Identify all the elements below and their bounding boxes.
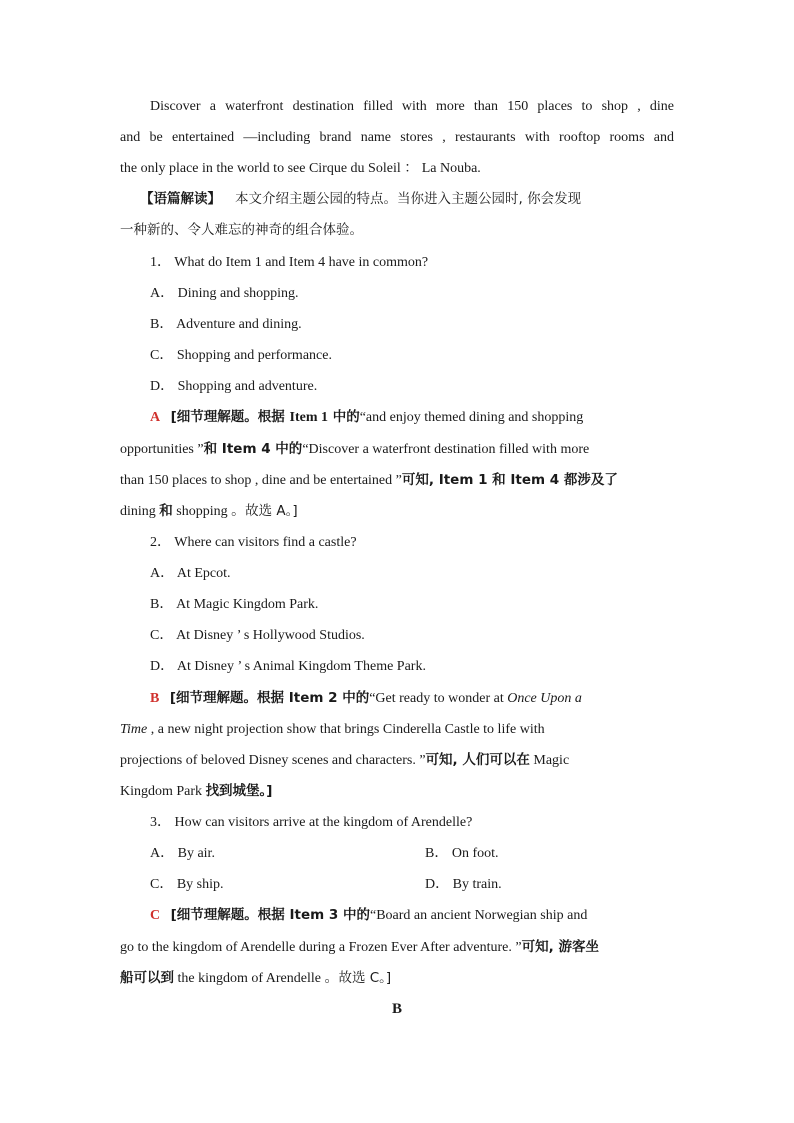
q3-options-row-2 bbox=[150, 869, 674, 900]
q3-explanation-line-3 bbox=[120, 963, 674, 994]
q3-explanation-line-2 bbox=[120, 932, 674, 963]
q2-option-d: D． At Disney ’ s Animal Kingdom Theme Park. bbox=[150, 659, 426, 674]
analysis-line-2 bbox=[120, 215, 674, 246]
q2-option-c: C． At Disney ’ s Hollywood Studios. bbox=[150, 628, 365, 643]
q2-exp-italic: Time bbox=[120, 722, 148, 737]
q2-stem: 2． Where can visitors find a castle? bbox=[150, 535, 357, 550]
q3-exp-text: [细节理解题。根据 Item 3 中的 bbox=[170, 907, 370, 923]
q1-exp-text: 可知, Item 1 和 Item 4 都涉及了 bbox=[401, 472, 618, 488]
q3-exp-text: 故选 C。] bbox=[338, 970, 392, 986]
q2-exp-text: 可知, 人们可以在 bbox=[425, 752, 530, 768]
analysis-text-2: 一种新的、令人难忘的神奇的组合体验。 bbox=[120, 222, 363, 238]
q1-exp-text: 和 Item 4 中的 bbox=[203, 441, 303, 457]
q2-exp-quote: “Get ready to wonder at bbox=[369, 691, 508, 706]
q2-explanation-line-3 bbox=[120, 745, 674, 776]
q1-option-d: D． Shopping and adventure. bbox=[150, 379, 318, 394]
q2-exp-italic: Once Upon a bbox=[507, 691, 582, 706]
q2-exp-text: [细节理解题。根据 Item 2 中的 bbox=[169, 690, 370, 706]
passage-line-1: Discover a waterfront destination filled with more than 150 places to shop , dine bbox=[150, 99, 674, 114]
q1-explanation-line-2 bbox=[120, 434, 674, 465]
q1-exp-quote: opportunities ” bbox=[120, 442, 204, 457]
q1-exp-text: 中的 bbox=[328, 409, 360, 425]
q2-exp-quote: , a new night projection show that brings Cinderella Castle to life with bbox=[147, 722, 545, 737]
q1-option-a: A． Dining and shopping. bbox=[150, 286, 299, 301]
analysis-text-1: 本文介绍主题公园的特点。当你进入主题公园时, 你会发现 bbox=[235, 191, 582, 207]
q3-option-a: A． By air. bbox=[150, 846, 215, 861]
q3-stem: 3． How can visitors arrive at the kingdom of Arendelle? bbox=[150, 815, 473, 830]
q2-exp-quote: Magic bbox=[529, 753, 570, 768]
q1-option-b: B． Adventure and dining. bbox=[150, 317, 302, 332]
q3-option-d: D． By train. bbox=[425, 877, 502, 892]
q1-exp-quote: shopping 。 bbox=[172, 504, 246, 519]
q3-exp-quote: “Board an ancient Norwegian ship and bbox=[370, 908, 588, 923]
q1-stem: 1． What do Item 1 and Item 4 have in common? bbox=[150, 255, 429, 270]
passage-line-2: and be entertained —including brand name stores , restaurants with rooftop rooms and bbox=[120, 130, 674, 145]
q2-explanation-line-1 bbox=[150, 683, 674, 714]
q1-explanation-line-4 bbox=[120, 496, 674, 527]
q2-exp-text: 找到城堡。] bbox=[205, 783, 273, 799]
q3-option-b: B． On foot. bbox=[425, 846, 499, 861]
passage-line-3: the only place in the world to see Cirque du Soleil ： La Nouba. bbox=[120, 161, 481, 176]
q3-options-row-1 bbox=[150, 838, 674, 869]
q2-option-b: B． At Magic Kingdom Park. bbox=[150, 597, 319, 612]
q3-explanation-line-1 bbox=[150, 900, 674, 931]
q2-explanation-line-4 bbox=[120, 776, 674, 807]
q1-exp-text: [细节理解题。根据 bbox=[170, 409, 290, 425]
q3-exp-quote: go to the kingdom of Arendelle during a Frozen Ever After adventure. ” bbox=[120, 940, 522, 955]
q1-exp-quote: “and enjoy themed dining and shopping bbox=[359, 410, 584, 425]
q2-exp-quote: Kingdom Park bbox=[120, 784, 206, 799]
section-label: B bbox=[391, 1001, 402, 1017]
q3-option-c: C． By ship. bbox=[150, 877, 224, 892]
q2-explanation-line-2 bbox=[120, 714, 674, 745]
q1-explanation-line-1 bbox=[150, 402, 674, 433]
q1-exp-text: 和 bbox=[159, 503, 173, 519]
q2-exp-quote: projections of beloved Disney scenes and characters. ” bbox=[120, 753, 426, 768]
q1-exp-quote: than 150 places to shop , dine and be entertained ” bbox=[120, 473, 402, 488]
analysis-label: 【语篇解读】 bbox=[140, 191, 221, 207]
q1-exp-quote: dining bbox=[120, 504, 160, 519]
q3-exp-text: 船可以到 bbox=[120, 970, 174, 986]
q1-exp-quote: “Discover a waterfront destination filled with more bbox=[302, 442, 590, 457]
q1-exp-text: Item 1 bbox=[289, 410, 328, 425]
q2-answer: B bbox=[150, 691, 160, 706]
q1-option-c: C． Shopping and performance. bbox=[150, 348, 332, 363]
q2-option-a: A． At Epcot. bbox=[150, 566, 231, 581]
analysis-line-1 bbox=[140, 184, 674, 215]
q3-exp-quote: the kingdom of Arendelle 。 bbox=[174, 971, 339, 986]
q1-exp-text: 故选 A。] bbox=[245, 503, 298, 519]
q3-answer: C bbox=[150, 908, 161, 923]
q1-explanation-line-3 bbox=[120, 465, 674, 496]
q3-exp-text: 可知, 游客坐 bbox=[521, 939, 599, 955]
q1-answer: A bbox=[150, 410, 161, 425]
